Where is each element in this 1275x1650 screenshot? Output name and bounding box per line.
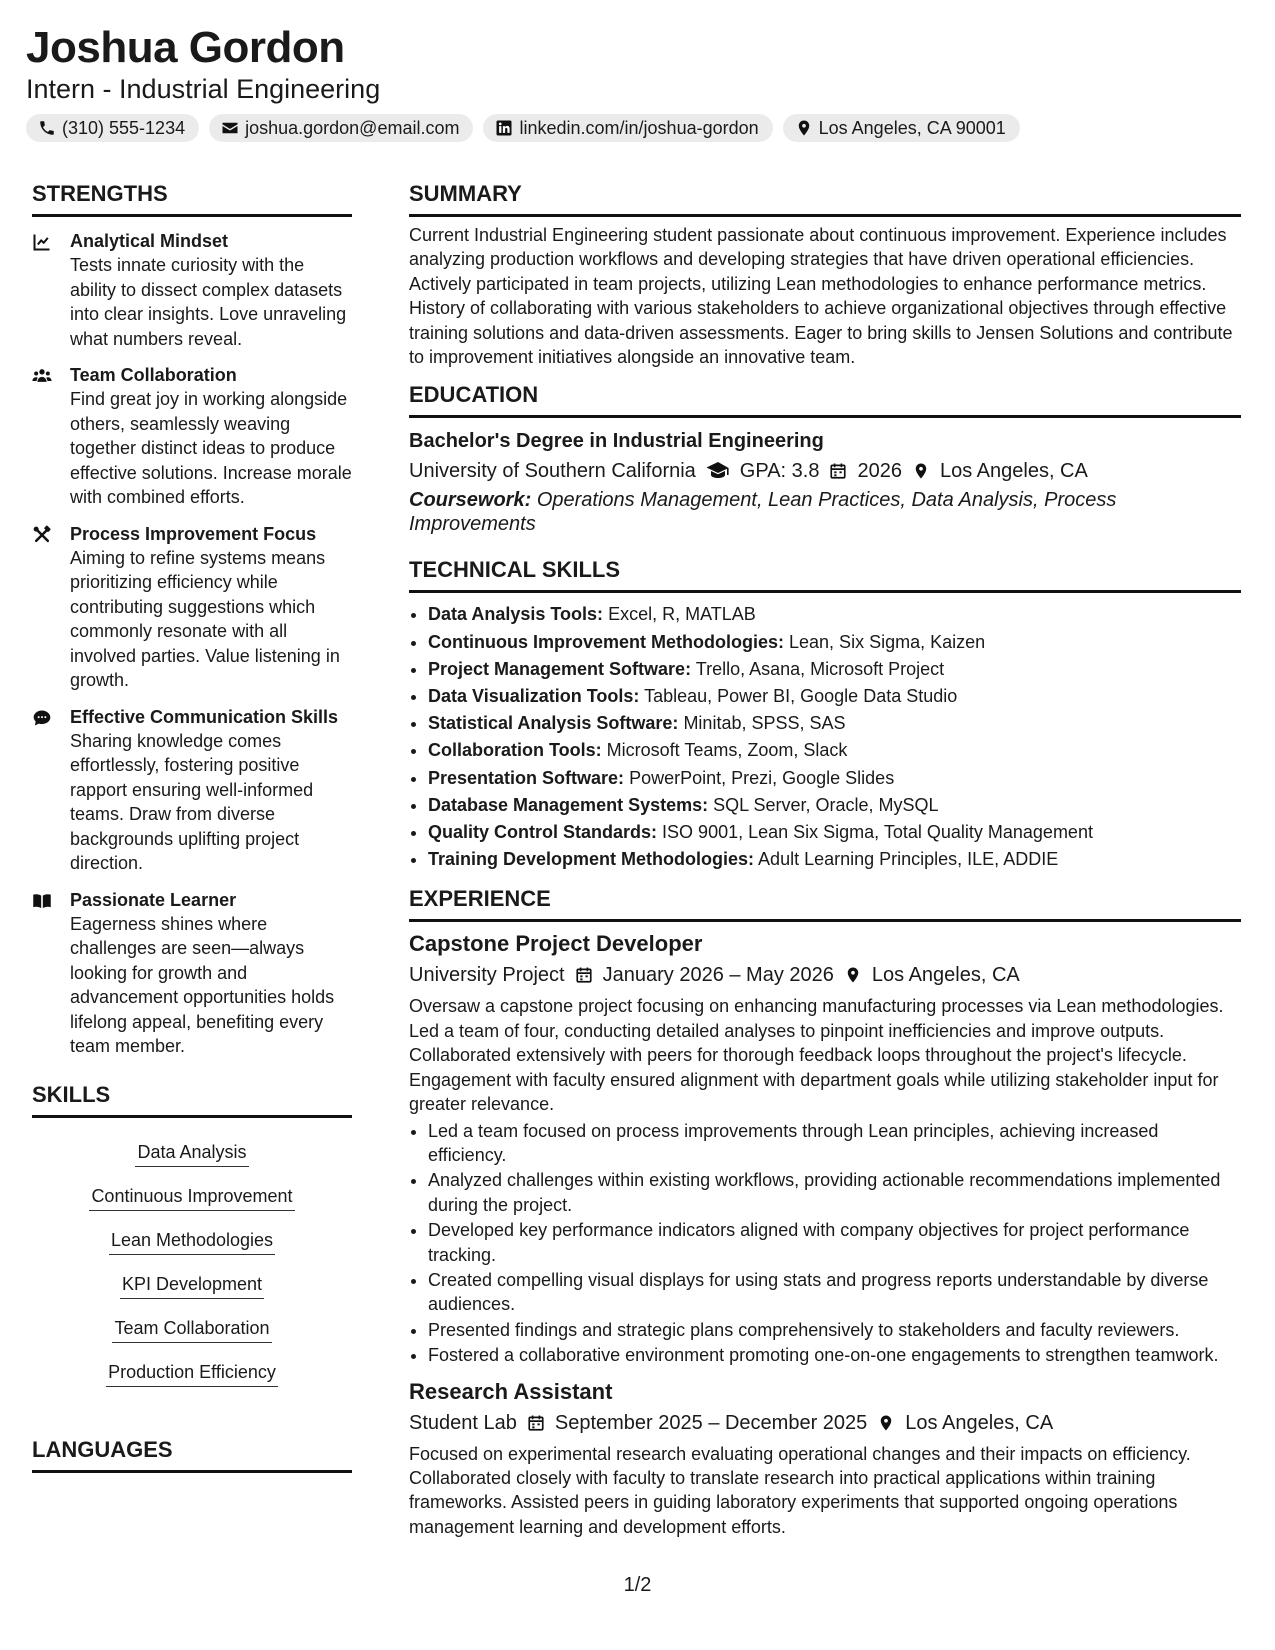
experience-heading: EXPERIENCE bbox=[409, 885, 1241, 922]
tech-skill-value: Lean, Six Sigma, Kaizen bbox=[789, 631, 986, 652]
tech-skill-label: Database Management Systems: bbox=[428, 794, 709, 815]
list-item: • Led a team focused on process improvements through Lean principles, achieving increased efficiency. bbox=[428, 1119, 1241, 1168]
skill-tag: Lean Methodologies bbox=[109, 1228, 275, 1255]
list-item: • Created compelling visual displays for using stats and progress reports understandable by diverse audiences. bbox=[428, 1268, 1241, 1317]
right-column bbox=[409, 180, 1241, 1539]
list-item: • Developed key performance indicators aligned with company objectives for project performance tracking. bbox=[428, 1218, 1241, 1267]
strength-desc: Find great joy in working alongside others, seamlessly weaving together distinct ideas to produce effective solutions. Increase morale with combined efforts. bbox=[70, 389, 352, 507]
left-column bbox=[32, 180, 352, 1473]
contact-email-text: joshua.gordon@email.com bbox=[245, 118, 460, 138]
tools-icon bbox=[32, 525, 52, 545]
tech-skill-value: ISO 9001, Lean Six Sigma, Total Quality Management bbox=[662, 822, 1093, 843]
contact-email[interactable] bbox=[209, 114, 473, 142]
strength-title: Process Improvement Focus bbox=[70, 523, 317, 544]
contact-location bbox=[783, 114, 1020, 142]
tech-skill-value: Microsoft Teams, Zoom, Slack bbox=[606, 740, 848, 761]
school-name: University of Southern California bbox=[409, 460, 696, 483]
job-location: Los Angeles, CA bbox=[905, 1411, 1054, 1434]
coursework-label: Coursework: bbox=[409, 489, 532, 512]
list-item: • Fostered a collaborative environment promoting one-on-one engagements to strengthen teamwork. bbox=[428, 1343, 1241, 1367]
candidate-name: Joshua Gordon bbox=[26, 23, 345, 72]
tech-skill-label: Data Visualization Tools: bbox=[428, 686, 640, 707]
coursework-text: Operations Management, Lean Practices, Data Analysis, Process Improvements bbox=[409, 489, 1117, 536]
location-icon bbox=[912, 462, 930, 480]
contact-phone[interactable] bbox=[26, 114, 199, 142]
phone-icon bbox=[38, 119, 56, 137]
chat-icon bbox=[32, 708, 52, 728]
graduation-year: 2026 bbox=[857, 460, 902, 483]
list-item bbox=[428, 629, 1241, 656]
summary-heading: SUMMARY bbox=[409, 180, 1241, 217]
skill-tag: Production Efficiency bbox=[106, 1360, 278, 1387]
job-description: Oversaw a capstone project focusing on enhancing manufacturing processes via Lean methodologies. Led a team of four, conducting detailed analyses to pinpoint inefficiencies and improve outputs. Collaborated extensively with peers for thorough feedback loops throughout the project's lifecycle. Engagement with faculty ensured alignment with department goals while utilizing stakeholder input for greater relevance. bbox=[409, 996, 1224, 1115]
contact-linkedin-text: linkedin.com/in/joshua-gordon bbox=[519, 118, 759, 138]
strength-item bbox=[32, 888, 352, 1059]
experience-entry bbox=[409, 930, 1241, 1367]
tech-skill-value: Adult Learning Principles, ILE, ADDIE bbox=[758, 849, 1059, 870]
contact-bar bbox=[26, 114, 1020, 142]
education-location: Los Angeles, CA bbox=[939, 460, 1088, 483]
strength-item bbox=[32, 522, 352, 693]
tech-skill-label: Project Management Software: bbox=[428, 658, 692, 679]
calendar-icon bbox=[527, 1414, 545, 1432]
location-icon bbox=[844, 966, 862, 984]
users-icon bbox=[32, 366, 52, 386]
list-item bbox=[428, 601, 1241, 628]
tech-skill-label: Presentation Software: bbox=[428, 767, 625, 788]
list-item bbox=[428, 846, 1241, 873]
strength-title: Analytical Mindset bbox=[70, 231, 229, 251]
list-item bbox=[428, 765, 1241, 792]
skill-tag: KPI Development bbox=[120, 1272, 264, 1299]
list-item: • Presented findings and strategic plans comprehensively to stakeholders and faculty reviewers. bbox=[428, 1318, 1241, 1342]
tech-skill-value: PowerPoint, Prezi, Google Slides bbox=[629, 767, 895, 788]
tech-skill-label: Quality Control Standards: bbox=[428, 822, 658, 843]
tech-skill-label: Data Analysis Tools: bbox=[428, 604, 604, 625]
tech-skill-label: Training Development Methodologies: bbox=[428, 849, 755, 870]
skill-tag: Team Collaboration bbox=[112, 1316, 271, 1343]
tech-skill-value: Tableau, Power BI, Google Data Studio bbox=[644, 686, 958, 707]
strength-title: Passionate Learner bbox=[70, 889, 237, 910]
strength-title: Team Collaboration bbox=[70, 365, 237, 385]
coursework bbox=[409, 488, 1241, 536]
job-title: Capstone Project Developer bbox=[409, 931, 703, 957]
job-meta bbox=[409, 1408, 1241, 1438]
job-location: Los Angeles, CA bbox=[871, 964, 1020, 987]
tech-skill-value: Trello, Asana, Microsoft Project bbox=[695, 658, 945, 679]
languages-heading: LANGUAGES bbox=[32, 1436, 352, 1473]
tech-skill-label: Statistical Analysis Software: bbox=[428, 713, 679, 734]
contact-linkedin[interactable] bbox=[483, 114, 772, 142]
technical-skills-heading: TECHNICAL SKILLS bbox=[409, 556, 1241, 593]
job-title: Research Assistant bbox=[409, 1378, 613, 1404]
list-item bbox=[428, 710, 1241, 737]
summary-text: Current Industrial Engineering student passionate about continuous improvement. Experience includes analyzing production workflows and developing strategies that have driven operational efficiencies. Actively participated in team projects, utilizing Lean methodologies to enhance performance metrics. History of collaborating with various stakeholders to achieve organizational objectives through effective training solutions and data-driven assessments. Eager to bring skills to Jensen Solutions and contribute to improvement initiatives alongside an innovative team. bbox=[409, 225, 1233, 368]
degree-title: Bachelor's Degree in Industrial Engineering bbox=[409, 430, 824, 453]
email-icon bbox=[221, 119, 239, 137]
technical-skills-list bbox=[409, 601, 1241, 873]
list-item bbox=[428, 819, 1241, 846]
graduation-cap-icon bbox=[706, 459, 730, 483]
location-icon bbox=[795, 119, 813, 137]
tech-skill-value: SQL Server, Oracle, MySQL bbox=[713, 794, 939, 815]
contact-location-text: Los Angeles, CA 90001 bbox=[818, 118, 1006, 138]
strength-item bbox=[32, 705, 352, 876]
strength-desc: Sharing knowledge comes effortlessly, fostering positive rapport ensuring well-informed teams. Draw from diverse backgrounds uplifting project direction. bbox=[70, 730, 314, 873]
skills-list bbox=[32, 1132, 352, 1396]
list-item bbox=[428, 792, 1241, 819]
calendar-icon bbox=[575, 966, 593, 984]
job-org: Student Lab bbox=[409, 1411, 517, 1434]
strength-title: Effective Communication Skills bbox=[70, 706, 339, 727]
tech-skill-value: Minitab, SPSS, SAS bbox=[683, 713, 846, 734]
list-item bbox=[428, 737, 1241, 764]
job-org: University Project bbox=[409, 964, 565, 987]
list-item: • Analyzed challenges within existing workflows, providing actionable recommendations implemented during the project. bbox=[428, 1168, 1241, 1217]
tech-skill-label: Collaboration Tools: bbox=[428, 740, 602, 761]
experience-entry bbox=[409, 1378, 1241, 1540]
tech-skill-label: Continuous Improvement Methodologies: bbox=[428, 631, 784, 652]
skill-tag: Continuous Improvement bbox=[89, 1184, 294, 1211]
chart-line-icon bbox=[32, 232, 52, 252]
education-meta bbox=[409, 456, 1241, 486]
gpa: GPA: 3.8 bbox=[739, 460, 820, 483]
location-icon bbox=[877, 1414, 895, 1432]
job-meta bbox=[409, 960, 1241, 990]
linkedin-icon bbox=[495, 119, 513, 137]
job-dates: September 2025 – December 2025 bbox=[554, 1411, 868, 1434]
strength-item bbox=[32, 363, 352, 510]
calendar-icon bbox=[829, 462, 847, 480]
job-description: Focused on experimental research evaluating operational changes and their impacts on efficiency. Collaborated closely with faculty to translate research into practical applications within training frameworks. Assisted peers in guiding laboratory experiments that supported ongoing operations management learning and development efforts. bbox=[409, 1443, 1191, 1537]
strength-desc: Tests innate curiosity with the ability to dissect complex datasets into clear insights. Love unraveling what numbers reveal. bbox=[70, 255, 347, 349]
education-heading: EDUCATION bbox=[409, 381, 1241, 418]
job-bullets bbox=[409, 1119, 1241, 1368]
candidate-role: Intern - Industrial Engineering bbox=[26, 74, 381, 104]
skills-heading: SKILLS bbox=[32, 1081, 352, 1118]
strength-desc: Aiming to refine systems means prioritizing efficiency while contributing suggestions which commonly resonate with all involved parties. Value listening in growth. bbox=[70, 547, 340, 690]
tech-skill-value: Excel, R, MATLAB bbox=[608, 604, 756, 625]
list-item bbox=[428, 683, 1241, 710]
skill-tag: Data Analysis bbox=[135, 1140, 248, 1167]
list-item bbox=[428, 656, 1241, 683]
contact-phone-text: (310) 555-1234 bbox=[62, 118, 186, 138]
strengths-heading: STRENGTHS bbox=[32, 180, 352, 217]
job-dates: January 2026 – May 2026 bbox=[602, 964, 834, 987]
strength-item bbox=[32, 229, 352, 351]
page-number: 1/2 bbox=[623, 1574, 652, 1596]
book-icon bbox=[32, 891, 52, 911]
strength-desc: Eagerness shines where challenges are seen—always looking for growth and advancement opportunities holds lifelong appeal, benefiting every team member. bbox=[70, 913, 335, 1056]
